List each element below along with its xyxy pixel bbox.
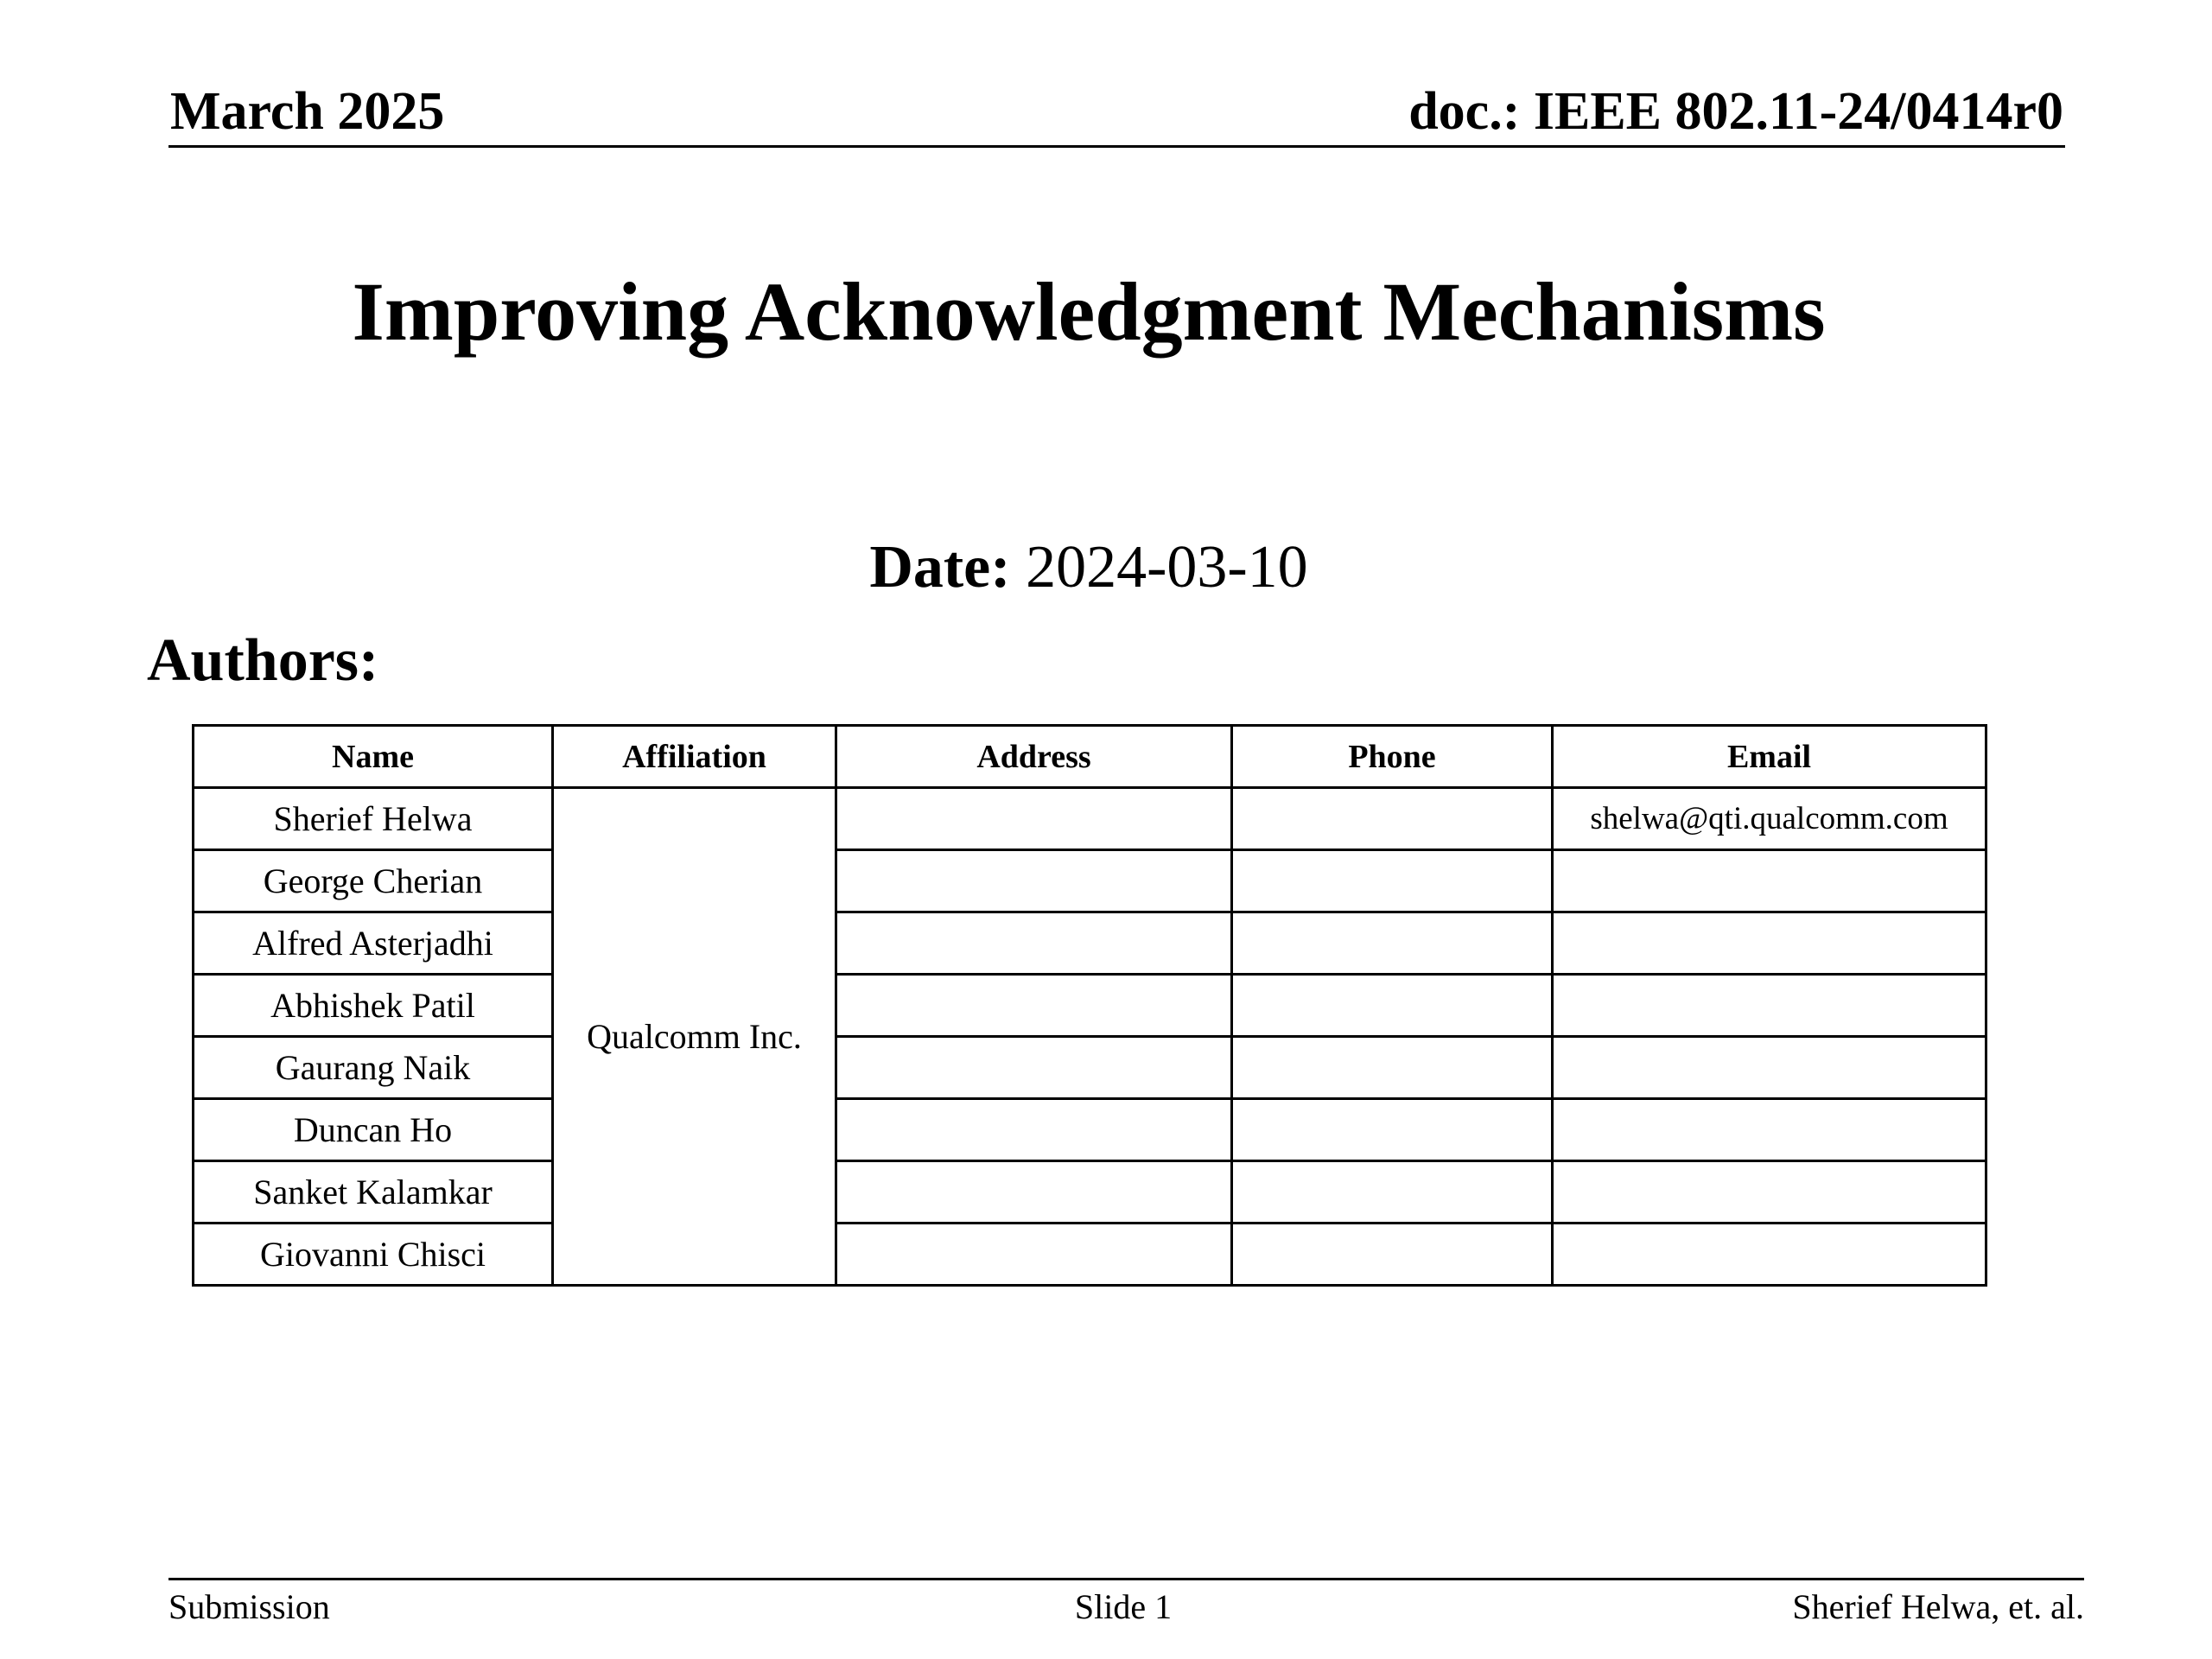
- author-phone: [1232, 1099, 1553, 1161]
- table-header-row: [194, 726, 1986, 788]
- header-address: Address: [836, 726, 1232, 788]
- author-phone: [1232, 912, 1553, 975]
- author-email: [1553, 850, 1986, 912]
- author-phone: [1232, 1037, 1553, 1099]
- table-row: [194, 850, 1986, 912]
- author-name: Sherief Helwa: [194, 788, 553, 850]
- author-email: [1553, 1161, 1986, 1224]
- author-address: [836, 975, 1232, 1037]
- author-address: [836, 788, 1232, 850]
- date-value: 2024-03-10: [1010, 534, 1308, 601]
- author-address: [836, 1161, 1232, 1224]
- table-row: [194, 1161, 1986, 1224]
- header-divider: [168, 145, 2065, 148]
- table-row: [194, 1224, 1986, 1286]
- table-row: [194, 912, 1986, 975]
- author-affiliation: Qualcomm Inc.: [553, 788, 836, 1286]
- header-email: Email: [1553, 726, 1986, 788]
- header-date: March 2025: [170, 82, 445, 141]
- author-name: Abhishek Patil: [194, 975, 553, 1037]
- author-name: Duncan Ho: [194, 1099, 553, 1161]
- date-label: Date:: [869, 534, 1011, 601]
- header-name: Name: [194, 726, 553, 788]
- table-row: [194, 1099, 1986, 1161]
- author-email: [1553, 975, 1986, 1037]
- footer-divider: [168, 1578, 2084, 1580]
- author-address: [836, 912, 1232, 975]
- author-email: [1553, 1224, 1986, 1286]
- author-phone: [1232, 1161, 1553, 1224]
- slide-title: Improving Acknowledgment Mechanisms: [352, 265, 1826, 358]
- author-phone: [1232, 1224, 1553, 1286]
- table-row: [194, 1037, 1986, 1099]
- author-name: Sanket Kalamkar: [194, 1161, 553, 1224]
- header-phone: Phone: [1232, 726, 1553, 788]
- author-phone: [1232, 788, 1553, 850]
- author-phone: [1232, 850, 1553, 912]
- author-address: [836, 1099, 1232, 1161]
- author-address: [836, 850, 1232, 912]
- header-doc-id: doc.: IEEE 802.11-24/0414r0: [1408, 82, 2063, 141]
- author-phone: [1232, 975, 1553, 1037]
- author-email: [1553, 912, 1986, 975]
- author-address: [836, 1224, 1232, 1286]
- footer-authors: Sherief Helwa, et. al.: [1792, 1587, 2084, 1626]
- header-affiliation: Affiliation: [553, 726, 836, 788]
- author-email: [1553, 1099, 1986, 1161]
- table-row: [194, 975, 1986, 1037]
- author-name: Giovanni Chisci: [194, 1224, 553, 1286]
- author-name: Alfred Asterjadhi: [194, 912, 553, 975]
- author-address: [836, 1037, 1232, 1099]
- authors-heading: Authors:: [147, 627, 379, 694]
- author-name: Gaurang Naik: [194, 1037, 553, 1099]
- footer-slide-number: Slide 1: [1074, 1587, 1173, 1626]
- date-line: [0, 534, 2177, 601]
- footer-submission: Submission: [168, 1587, 330, 1626]
- author-email: [1553, 1037, 1986, 1099]
- author-email: shelwa@qti.qualcomm.com: [1553, 788, 1986, 850]
- table-row: [194, 788, 1986, 850]
- authors-table: [192, 724, 1987, 1287]
- author-name: George Cherian: [194, 850, 553, 912]
